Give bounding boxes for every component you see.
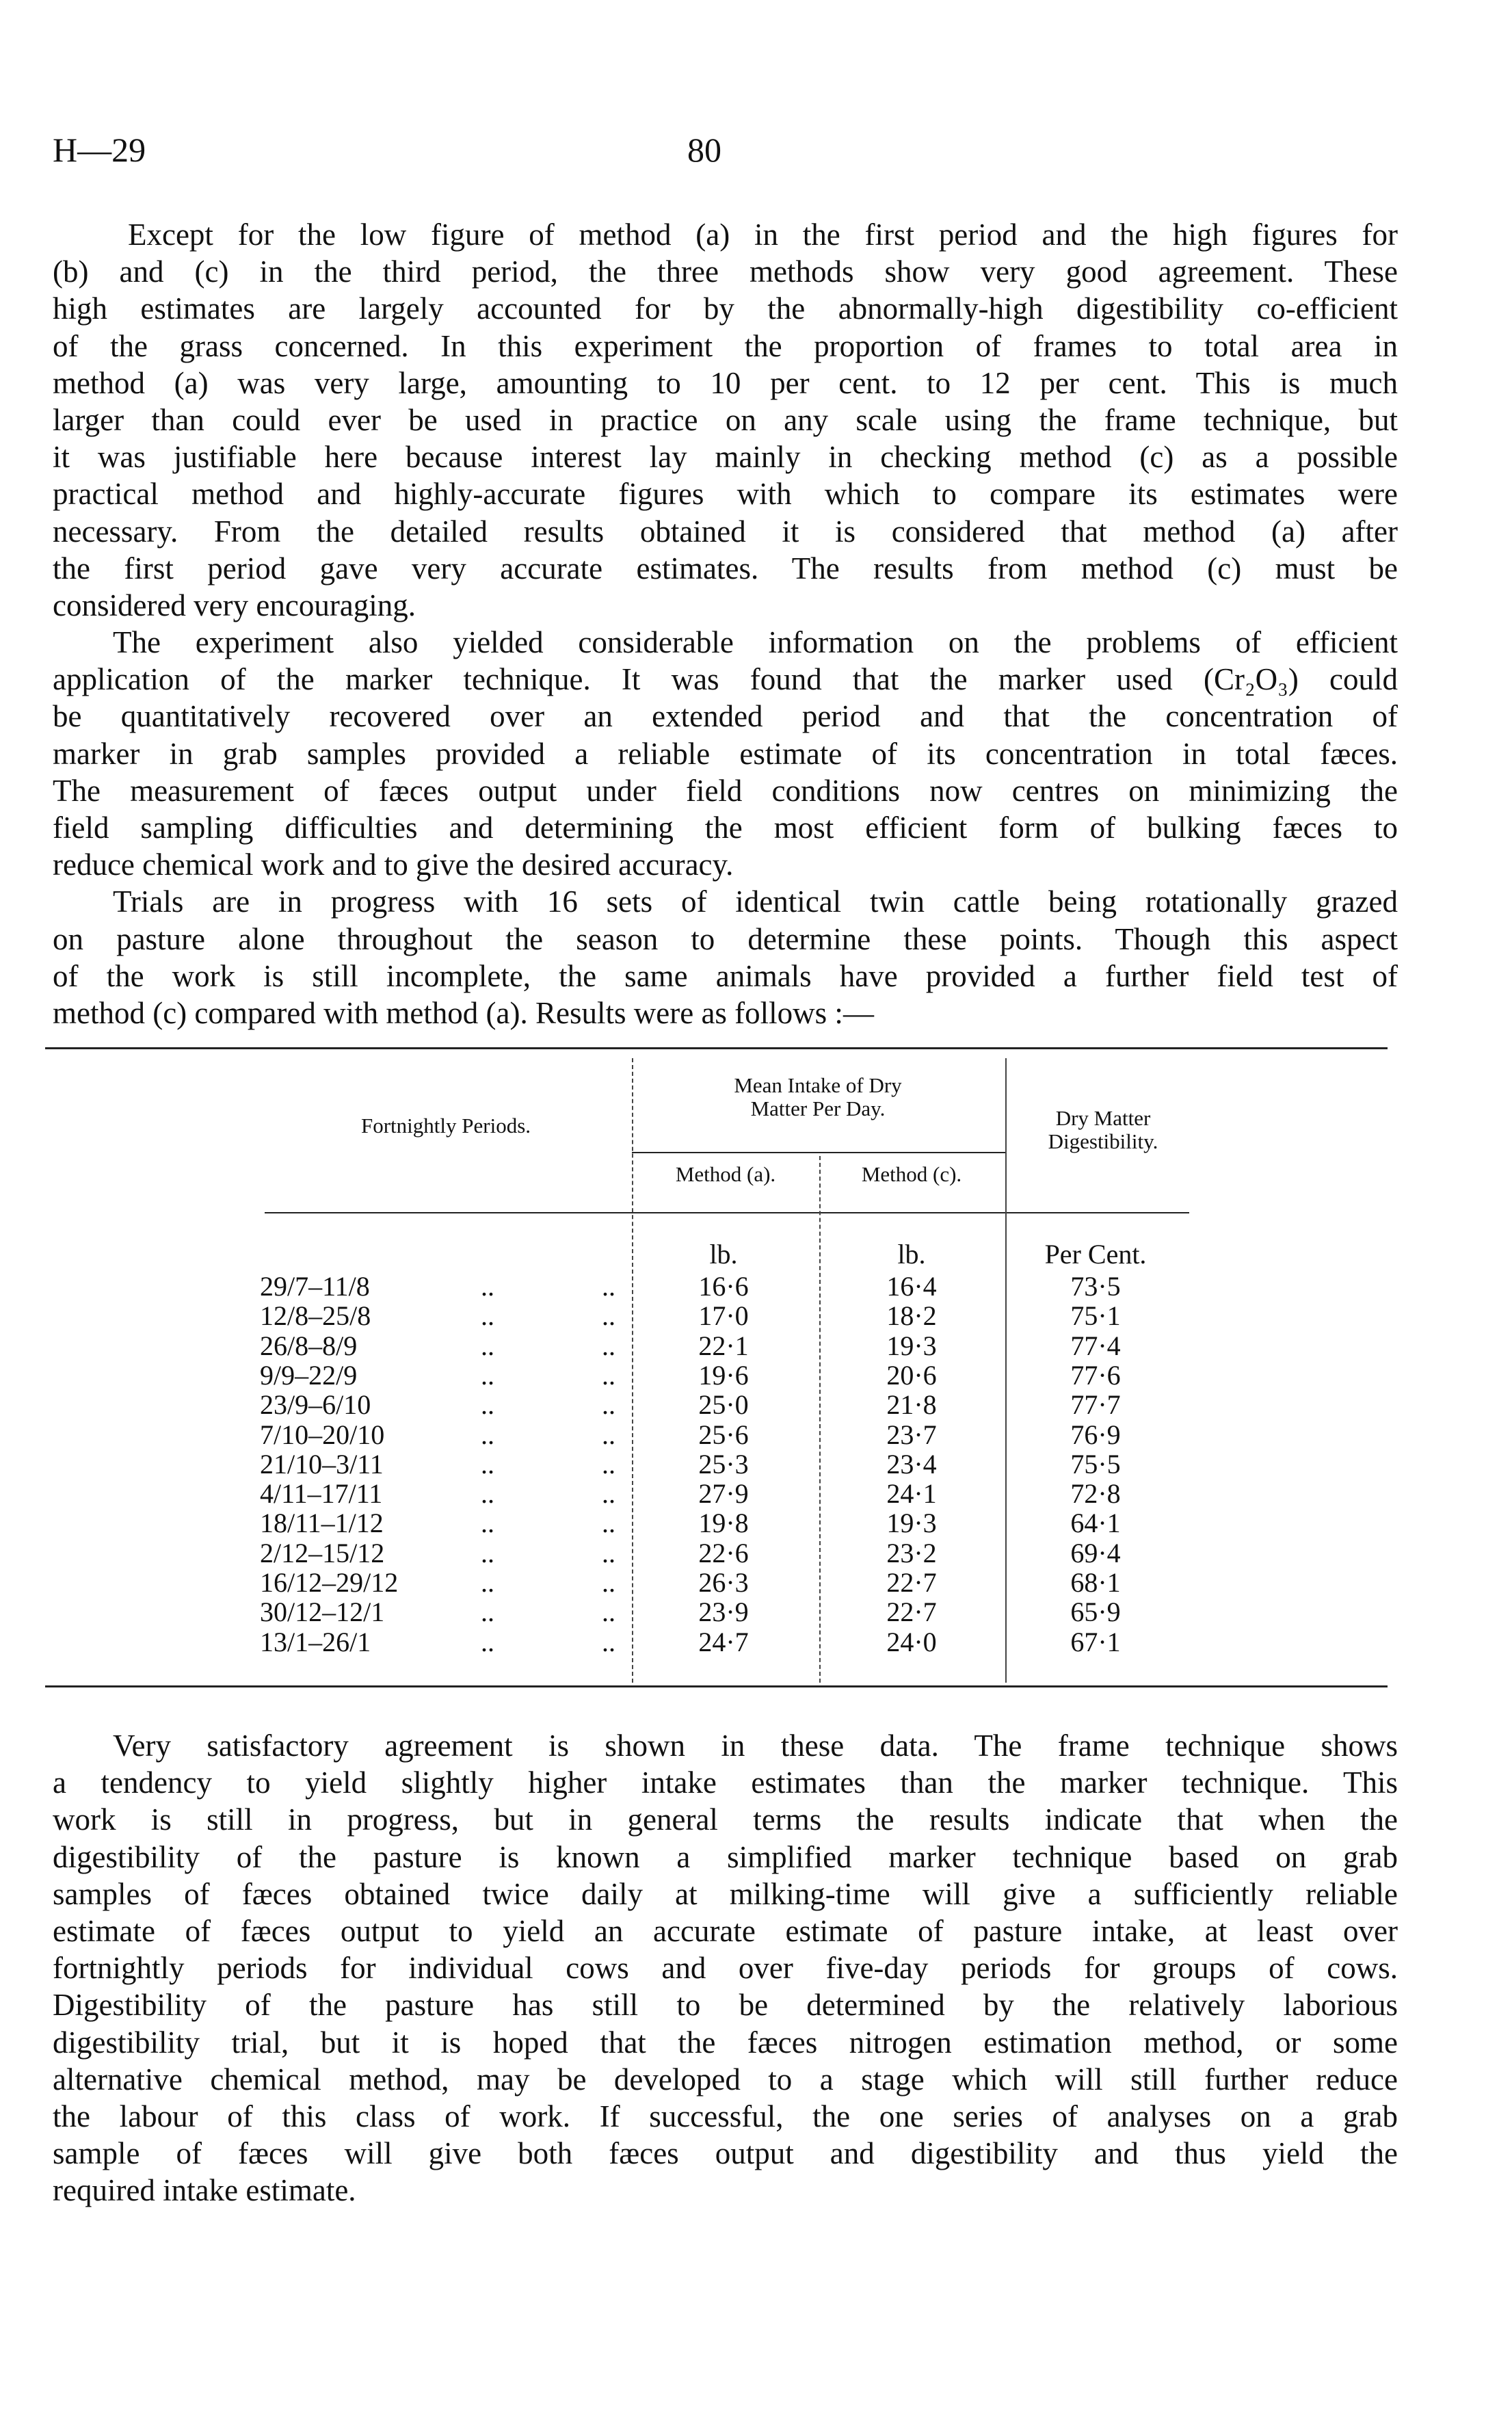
method-a-cell: 27·9 bbox=[698, 1478, 749, 1510]
unit-method-c: lb. bbox=[897, 1239, 926, 1270]
text-line: sample of fæces will give both fæces output and digestibility and thus yield the bbox=[53, 2136, 1398, 2171]
text-line: The experiment also yielded considerable information on the problems of efficient bbox=[113, 625, 1398, 660]
method-c-cell: 23·7 bbox=[886, 1419, 937, 1450]
digestibility-cell: 68·1 bbox=[1070, 1567, 1121, 1598]
method-c-cell: 19·3 bbox=[886, 1330, 937, 1361]
leader-dots: .. bbox=[602, 1359, 615, 1391]
method-a-cell: 19·6 bbox=[698, 1359, 749, 1391]
method-c-cell: 16·4 bbox=[886, 1271, 937, 1302]
period-cell: 13/1–26/1 bbox=[260, 1626, 371, 1657]
digestibility-cell: 69·4 bbox=[1070, 1537, 1121, 1568]
method-a-cell: 22·1 bbox=[698, 1330, 749, 1361]
method-a-cell: 25·3 bbox=[698, 1448, 749, 1480]
period-cell: 7/10–20/10 bbox=[260, 1419, 385, 1450]
period-cell: 26/8–8/9 bbox=[260, 1330, 358, 1361]
text-line: estimate of fæces output to yield an accurate estimate of pasture intake, at least over bbox=[53, 1913, 1398, 1948]
header-digestibility-line2: Digestibility. bbox=[1048, 1129, 1158, 1153]
period-cell: 9/9–22/9 bbox=[260, 1359, 358, 1391]
method-a-cell: 23·9 bbox=[698, 1596, 749, 1628]
leader-dots: .. bbox=[481, 1300, 494, 1332]
paragraph bbox=[53, 883, 1398, 1031]
period-cell: 23/9–6/10 bbox=[260, 1389, 371, 1421]
paragraph bbox=[53, 1727, 1398, 2209]
leader-dots: .. bbox=[602, 1448, 615, 1480]
text-line: application of the marker technique. It was found that the marker used (Cr₂O₃) could bbox=[53, 662, 1398, 697]
leader-dots: .. bbox=[602, 1330, 615, 1361]
method-c-cell: 21·8 bbox=[886, 1389, 937, 1421]
method-a-cell: 16·6 bbox=[698, 1271, 749, 1302]
page-number: 80 bbox=[687, 131, 721, 169]
text-line: Very satisfactory agreement is shown in these data. The frame technique shows bbox=[113, 1729, 1398, 1763]
text-line: (b) and (c) in the third period, the three methods show very good agreement. These bbox=[53, 254, 1398, 289]
leader-dots: .. bbox=[481, 1448, 494, 1480]
method-a-cell: 25·0 bbox=[698, 1389, 749, 1421]
leader-dots: .. bbox=[481, 1419, 494, 1450]
period-cell: 4/11–17/11 bbox=[260, 1478, 383, 1510]
leader-dots: .. bbox=[481, 1271, 494, 1302]
text-line: considered very encouraging. bbox=[53, 588, 416, 622]
method-c-cell: 20·6 bbox=[886, 1359, 937, 1391]
digestibility-cell: 67·1 bbox=[1070, 1626, 1121, 1657]
header-bottom-rule bbox=[265, 1212, 1189, 1213]
table-bottom-rule bbox=[45, 1685, 1388, 1687]
text-line: field sampling difficulties and determining the most efficient form of bulking fæces to bbox=[53, 811, 1398, 845]
text-line: reduce chemical work and to give the desired accuracy. bbox=[53, 847, 734, 882]
header-digestibility-line1: Dry Matter bbox=[1055, 1106, 1151, 1130]
body-text-top bbox=[53, 216, 1398, 1031]
leader-dots: .. bbox=[481, 1359, 494, 1391]
text-line: it was justifiable here because interest lay mainly in checking method (c) as a possible bbox=[53, 440, 1398, 475]
digestibility-cell: 77·4 bbox=[1070, 1330, 1121, 1361]
method-c-cell: 23·4 bbox=[886, 1448, 937, 1480]
method-a-cell: 17·0 bbox=[698, 1300, 749, 1332]
method-a-cell: 22·6 bbox=[698, 1537, 749, 1568]
digestibility-cell: 77·7 bbox=[1070, 1389, 1121, 1421]
period-cell: 30/12–12/1 bbox=[260, 1596, 385, 1628]
period-cell: 16/12–29/12 bbox=[260, 1567, 399, 1598]
period-cell: 29/7–11/8 bbox=[260, 1271, 370, 1302]
paragraph bbox=[53, 624, 1398, 883]
leader-dots: .. bbox=[602, 1478, 615, 1510]
leader-dots: .. bbox=[481, 1596, 494, 1628]
leader-dots: .. bbox=[481, 1567, 494, 1598]
method-a-cell: 24·7 bbox=[698, 1626, 749, 1657]
text-line: fortnightly periods for individual cows and over five-day periods for groups of cows. bbox=[53, 1951, 1398, 1986]
period-cell: 12/8–25/8 bbox=[260, 1300, 371, 1332]
header-fortnightly-periods: Fortnightly Periods. bbox=[360, 1114, 531, 1138]
leader-dots: .. bbox=[602, 1271, 615, 1302]
leader-dots: .. bbox=[481, 1330, 494, 1361]
leader-dots: .. bbox=[602, 1537, 615, 1568]
text-line: be quantitatively recovered over an extended period and that the concentration of bbox=[53, 699, 1398, 734]
header-mean-intake-line1: Mean Intake of Dry bbox=[734, 1073, 902, 1097]
leader-dots: .. bbox=[602, 1567, 615, 1598]
text-line: work is still in progress, but in general terms the results indicate that when the bbox=[53, 1802, 1398, 1837]
text-line: of the work is still incomplete, the same animals have provided a further field test of bbox=[53, 958, 1398, 993]
header-method-c: Method (c). bbox=[861, 1162, 962, 1186]
text-line: high estimates are largely accounted for by the abnormally-high digestibility co-efficient bbox=[53, 291, 1398, 326]
text-line: Trials are in progress with 16 sets of identical twin cattle being rotationally grazed bbox=[113, 884, 1398, 919]
text-line: a tendency to yield slightly higher intake estimates than the marker technique. This bbox=[53, 1765, 1398, 1800]
column-divider bbox=[819, 1156, 821, 1683]
method-c-cell: 19·3 bbox=[886, 1508, 937, 1539]
leader-dots: .. bbox=[602, 1508, 615, 1539]
method-a-cell: 26·3 bbox=[698, 1567, 749, 1598]
text-line: alternative chemical method, may be developed to a stage which will still further reduce bbox=[53, 2062, 1398, 2097]
body-text-bottom bbox=[53, 1727, 1398, 2209]
text-line: marker in grab samples provided a reliable estimate of its concentration in total fæces. bbox=[53, 736, 1398, 771]
digestibility-cell: 73·5 bbox=[1070, 1271, 1121, 1302]
method-c-cell: 24·0 bbox=[886, 1626, 937, 1657]
method-c-cell: 22·7 bbox=[886, 1596, 937, 1628]
text-line: The measurement of fæces output under field conditions now centres on minimizing the bbox=[53, 773, 1398, 808]
unit-method-a: lb. bbox=[709, 1239, 738, 1270]
header-mean-intake-line2: Matter Per Day. bbox=[750, 1096, 886, 1120]
leader-dots: .. bbox=[602, 1626, 615, 1657]
paragraph bbox=[53, 216, 1398, 624]
leader-dots: .. bbox=[602, 1596, 615, 1628]
text-line: Except for the low figure of method (a) in the first period and the high figures for bbox=[128, 218, 1398, 252]
period-cell: 21/10–3/11 bbox=[260, 1448, 384, 1480]
digestibility-cell: 76·9 bbox=[1070, 1419, 1121, 1450]
text-line: required intake estimate. bbox=[53, 2173, 356, 2208]
method-c-cell: 24·1 bbox=[886, 1478, 937, 1510]
document-code: H—29 bbox=[53, 131, 146, 169]
table-top-rule bbox=[45, 1047, 1388, 1049]
header-digestibility bbox=[1048, 1107, 1158, 1153]
leader-dots: .. bbox=[481, 1626, 494, 1657]
header-mean-intake bbox=[734, 1074, 901, 1120]
digestibility-cell: 72·8 bbox=[1070, 1478, 1121, 1510]
text-line: of the grass concerned. In this experiment the proportion of frames to total area in bbox=[53, 328, 1398, 363]
period-cell: 2/12–15/12 bbox=[260, 1537, 385, 1568]
method-a-cell: 25·6 bbox=[698, 1419, 749, 1450]
text-line: Digestibility of the pasture has still to be determined by the relatively laborious bbox=[53, 1988, 1398, 2023]
leader-dots: .. bbox=[602, 1389, 615, 1421]
text-line: method (c) compared with method (a). Results were as follows :— bbox=[53, 995, 874, 1030]
method-c-cell: 22·7 bbox=[886, 1567, 937, 1598]
column-divider bbox=[632, 1058, 633, 1683]
leader-dots: .. bbox=[481, 1389, 494, 1421]
digestibility-cell: 75·5 bbox=[1070, 1448, 1121, 1480]
leader-dots: .. bbox=[481, 1537, 494, 1568]
method-c-cell: 18·2 bbox=[886, 1300, 937, 1332]
digestibility-cell: 65·9 bbox=[1070, 1596, 1121, 1628]
digestibility-cell: 75·1 bbox=[1070, 1300, 1121, 1332]
leader-dots: .. bbox=[602, 1419, 615, 1450]
text-line: digestibility trial, but it is hoped that the fæces nitrogen estimation method, or some bbox=[53, 2025, 1398, 2060]
text-line: larger than could ever be used in practice on any scale using the frame technique, but bbox=[53, 402, 1398, 437]
leader-dots: .. bbox=[602, 1300, 615, 1332]
digestibility-cell: 64·1 bbox=[1070, 1508, 1121, 1539]
digestibility-cell: 77·6 bbox=[1070, 1359, 1121, 1391]
leader-dots: .. bbox=[481, 1508, 494, 1539]
text-line: digestibility of the pasture is known a simplified marker technique based on grab bbox=[53, 1839, 1398, 1874]
leader-dots: .. bbox=[481, 1478, 494, 1510]
unit-digestibility: Per Cent. bbox=[1044, 1239, 1147, 1270]
column-divider bbox=[1005, 1058, 1007, 1683]
text-line: the labour of this class of work. If successful, the one series of analyses on a grab bbox=[53, 2099, 1398, 2133]
method-c-cell: 23·2 bbox=[886, 1537, 937, 1568]
text-line: practical method and highly-accurate figures with which to compare its estimates were bbox=[53, 477, 1398, 512]
period-cell: 18/11–1/12 bbox=[260, 1508, 384, 1539]
text-line: necessary. From the detailed results obtained it is considered that method (a) after bbox=[53, 514, 1398, 549]
text-line: samples of fæces obtained twice daily at milking-time will give a sufficiently reliable bbox=[53, 1876, 1398, 1911]
method-a-cell: 19·8 bbox=[698, 1508, 749, 1539]
subheader-rule bbox=[632, 1152, 1005, 1153]
text-line: the first period gave very accurate estimates. The results from method (c) must be bbox=[53, 551, 1398, 586]
text-line: method (a) was very large, amounting to 10 per cent. to 12 per cent. This is much bbox=[53, 365, 1398, 400]
header-method-a: Method (a). bbox=[675, 1162, 776, 1186]
text-line: on pasture alone throughout the season to determine these points. Though this aspect bbox=[53, 921, 1398, 956]
